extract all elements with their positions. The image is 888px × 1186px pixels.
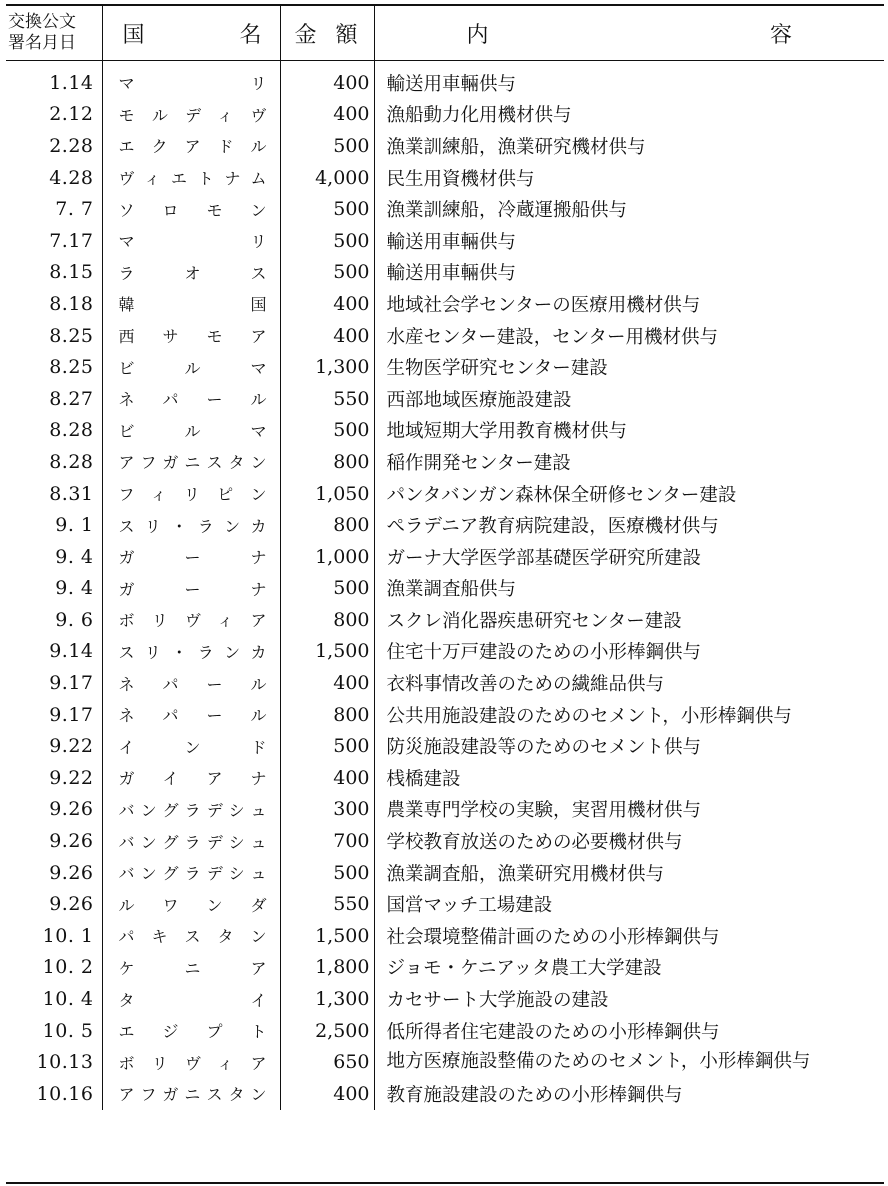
content-cell: 住宅十万戸建設のための小形棒鋼供与 (386, 642, 702, 664)
date-cell: 8.28 (6, 446, 102, 478)
content-cell: 漁業調査船供与 (386, 579, 517, 601)
amount-cell: 400 (280, 288, 374, 320)
grant-aid-table (6, 6, 884, 1110)
amount-cell: 1,800 (280, 952, 374, 984)
amount-cell: 400 (280, 762, 374, 794)
country-cell: ビ ル マ (102, 415, 280, 447)
amount-cell: 500 (280, 257, 374, 289)
amount-cell: 550 (280, 888, 374, 920)
date-cell: 10.16 (6, 1078, 102, 1110)
table-body (6, 61, 884, 1110)
date-cell: 9.22 (6, 730, 102, 762)
amount-cell: 2,500 (280, 1015, 374, 1047)
country-cell: ビ ル マ (102, 351, 280, 383)
content-cell: 国営マッチ工場建設 (386, 895, 553, 917)
country-cell: ラ オ ス (102, 257, 280, 289)
country-cell: イ ン ド (102, 730, 280, 762)
country-cell: ネ パ ー ル (102, 667, 280, 699)
date-cell: 9.17 (6, 699, 102, 731)
date-cell: 8.31 (6, 478, 102, 510)
content-cell: 漁業訓練船，冷蔵運搬船供与 (386, 200, 628, 222)
amount-cell: 700 (280, 825, 374, 857)
date-cell: 2.28 (6, 130, 102, 162)
date-cell: 7. 7 (6, 193, 102, 225)
table-row (6, 1078, 884, 1110)
content-cell: 漁業調査船，漁業研究用機材供与 (386, 863, 665, 885)
table-row (6, 920, 884, 952)
date-cell: 10. 5 (6, 1015, 102, 1047)
date-cell: 7.17 (6, 225, 102, 257)
date-cell: 10. 2 (6, 952, 102, 984)
date-cell: 8.25 (6, 320, 102, 352)
date-cell: 9. 4 (6, 541, 102, 573)
date-cell: 1.14 (6, 61, 102, 99)
date-cell: 9.17 (6, 667, 102, 699)
table-row (6, 762, 884, 794)
date-cell: 9.14 (6, 636, 102, 668)
content-cell: 輸送用車輛供与 (386, 231, 517, 253)
country-cell: マ リ (102, 225, 280, 257)
content-cell: 衣料事情改善のための繊維品供与 (386, 674, 665, 696)
country-cell: タ イ (102, 983, 280, 1015)
header-content-a: 内 (466, 22, 489, 48)
header-date (6, 6, 102, 61)
content-cell: 漁船動力化用機材供与 (386, 105, 572, 127)
content-cell: 輸送用車輛供与 (386, 263, 517, 285)
country-cell: モルディヴ (102, 99, 280, 131)
table-row (6, 1046, 884, 1078)
country-cell: ネ パ ー ル (102, 383, 280, 415)
amount-cell: 500 (280, 130, 374, 162)
amount-cell: 300 (280, 794, 374, 826)
date-cell: 8.15 (6, 257, 102, 289)
country-cell: ネ パ ー ル (102, 699, 280, 731)
content-cell: 防災施設建設等のためのセメント供与 (386, 737, 702, 759)
content-cell: スクレ消化器疾患研究センター建設 (386, 610, 682, 632)
date-cell: 9.22 (6, 762, 102, 794)
table-row (6, 383, 884, 415)
amount-cell: 1,500 (280, 920, 374, 952)
country-cell: アフガニスタン (102, 446, 280, 478)
country-cell: バングラデシュ (102, 825, 280, 857)
content-cell: 漁業訓練船，漁業研究機材供与 (386, 136, 646, 158)
table-row (6, 636, 884, 668)
content-cell: パンタバンガン森林保全研修センター建設 (386, 484, 737, 506)
table-row (6, 99, 884, 131)
content-cell: ジョモ・ケニアッタ農工大学建設 (386, 958, 662, 980)
country-cell: フィリピン (102, 478, 280, 510)
table-row (6, 983, 884, 1015)
country-cell: ガ ー ナ (102, 573, 280, 605)
table-row (6, 699, 884, 731)
amount-cell: 400 (280, 61, 374, 99)
country-cell: ケ ニ ア (102, 952, 280, 984)
content-cell: 学校教育放送のための必要機材供与 (386, 832, 683, 854)
table-row (6, 130, 884, 162)
table-row (6, 541, 884, 573)
date-cell: 8.27 (6, 383, 102, 415)
table-row (6, 857, 884, 889)
amount-cell: 400 (280, 1078, 374, 1110)
content-cell: 水産センター建設，センター用機材供与 (386, 326, 719, 348)
date-cell: 10.13 (6, 1046, 102, 1078)
date-cell: 10. 4 (6, 983, 102, 1015)
date-cell: 9. 1 (6, 509, 102, 541)
amount-cell: 400 (280, 667, 374, 699)
table-row (6, 320, 884, 352)
country-cell: エ ジ プ ト (102, 1015, 280, 1047)
date-cell: 9.26 (6, 825, 102, 857)
table-row (6, 446, 884, 478)
amount-cell: 4,000 (280, 162, 374, 194)
table-row (6, 888, 884, 920)
table-row (6, 825, 884, 857)
content-cell: 地方医療施設整備のためのセメント，小形棒鋼供与 (386, 1051, 811, 1073)
content-cell: 稲作開発センター建設 (386, 452, 571, 474)
country-cell: ガ イ ア ナ (102, 762, 280, 794)
date-cell: 9.26 (6, 888, 102, 920)
aid-table-sheet (6, 4, 884, 1184)
content-cell: 社会環境整備計画のための小形棒鋼供与 (386, 926, 720, 948)
amount-cell: 400 (280, 99, 374, 131)
amount-cell: 1,000 (280, 541, 374, 573)
table-row (6, 162, 884, 194)
table-row (6, 604, 884, 636)
table-row (6, 1015, 884, 1047)
header-amount (280, 6, 374, 61)
table-row (6, 257, 884, 289)
content-cell: 西部地域医療施設建設 (386, 389, 572, 411)
table-row (6, 509, 884, 541)
country-cell: スリ・ランカ (102, 509, 280, 541)
amount-cell: 500 (280, 857, 374, 889)
content-cell: 地域社会学センターの医療用機材供与 (386, 294, 701, 316)
date-cell: 4.28 (6, 162, 102, 194)
amount-cell: 500 (280, 193, 374, 225)
date-cell: 8.18 (6, 288, 102, 320)
content-cell: 公共用施設建設のためのセメント，小形棒鋼供与 (386, 705, 792, 727)
table-row (6, 225, 884, 257)
date-cell: 9. 4 (6, 573, 102, 605)
header-date-line2: 署名月日 (8, 33, 76, 53)
table-row (6, 573, 884, 605)
country-cell: アフガニスタン (102, 1078, 280, 1110)
country-cell: ガ ー ナ (102, 541, 280, 573)
table-row (6, 794, 884, 826)
table-row (6, 61, 884, 99)
amount-cell: 400 (280, 320, 374, 352)
date-cell: 10. 1 (6, 920, 102, 952)
country-cell: ル ワ ン ダ (102, 888, 280, 920)
date-cell: 9.26 (6, 794, 102, 826)
header-country (102, 6, 280, 61)
amount-cell: 800 (280, 509, 374, 541)
country-cell: ボリヴィア (102, 604, 280, 636)
content-cell: 輸送用車輛供与 (386, 73, 517, 95)
amount-cell: 800 (280, 446, 374, 478)
amount-cell: 500 (280, 225, 374, 257)
table-row (6, 193, 884, 225)
header-content-b: 容 (769, 22, 792, 48)
content-cell: 桟橋建設 (386, 768, 461, 790)
amount-cell: 1,300 (280, 983, 374, 1015)
amount-cell: 500 (280, 573, 374, 605)
country-cell: ボリヴィア (102, 1046, 280, 1078)
date-cell: 9.26 (6, 857, 102, 889)
country-cell: スリ・ランカ (102, 636, 280, 668)
amount-cell: 550 (280, 383, 374, 415)
amount-cell: 1,050 (280, 478, 374, 510)
date-cell: 9. 6 (6, 604, 102, 636)
amount-cell: 650 (280, 1046, 374, 1078)
content-cell: 生物医学研究センター建設 (386, 358, 608, 380)
content-cell: 農業専門学校の実験，実習用機材供与 (386, 800, 702, 822)
date-cell: 8.25 (6, 351, 102, 383)
header-country-a: 国 (122, 22, 145, 48)
amount-cell: 800 (280, 699, 374, 731)
header-country-b: 名 (239, 22, 262, 48)
header-date-line1: 交換公文 (8, 12, 76, 32)
country-cell: ソ ロ モ ン (102, 193, 280, 225)
header-amount-b: 額 (335, 22, 358, 48)
amount-cell: 500 (280, 415, 374, 447)
country-cell: エクアドル (102, 130, 280, 162)
table-row (6, 351, 884, 383)
amount-cell: 1,500 (280, 636, 374, 668)
amount-cell: 1,300 (280, 351, 374, 383)
content-cell: 低所得者住宅建設のための小形棒鋼供与 (386, 1021, 720, 1043)
country-cell: パ キ ス タ ン (102, 920, 280, 952)
amount-cell: 800 (280, 604, 374, 636)
country-cell: マ リ (102, 61, 280, 99)
header-amount-a: 金 (294, 22, 317, 48)
table-row (6, 288, 884, 320)
content-cell: カセサート大学施設の建設 (386, 990, 609, 1012)
country-cell: ヴィエトナム (102, 162, 280, 194)
content-cell: ガーナ大学医学部基礎医学研究所建設 (386, 547, 702, 569)
country-cell: 韓 国 (102, 288, 280, 320)
content-cell: ペラデニア教育病院建設，医療機材供与 (386, 516, 719, 538)
table-row (6, 667, 884, 699)
amount-cell: 500 (280, 730, 374, 762)
table-row (6, 730, 884, 762)
country-cell: 西 サ モ ア (102, 320, 280, 352)
content-cell: 民生用資機材供与 (386, 168, 535, 190)
date-cell: 2.12 (6, 99, 102, 131)
country-cell: バングラデシュ (102, 794, 280, 826)
content-cell: 教育施設建設のための小形棒鋼供与 (386, 1084, 683, 1106)
table-row (6, 478, 884, 510)
content-cell: 地域短期大学用教育機材供与 (386, 421, 628, 443)
table-header (6, 6, 884, 61)
country-cell: バングラデシュ (102, 857, 280, 889)
table-row (6, 952, 884, 984)
table-row (6, 415, 884, 447)
header-content (374, 6, 884, 61)
date-cell: 8.28 (6, 415, 102, 447)
